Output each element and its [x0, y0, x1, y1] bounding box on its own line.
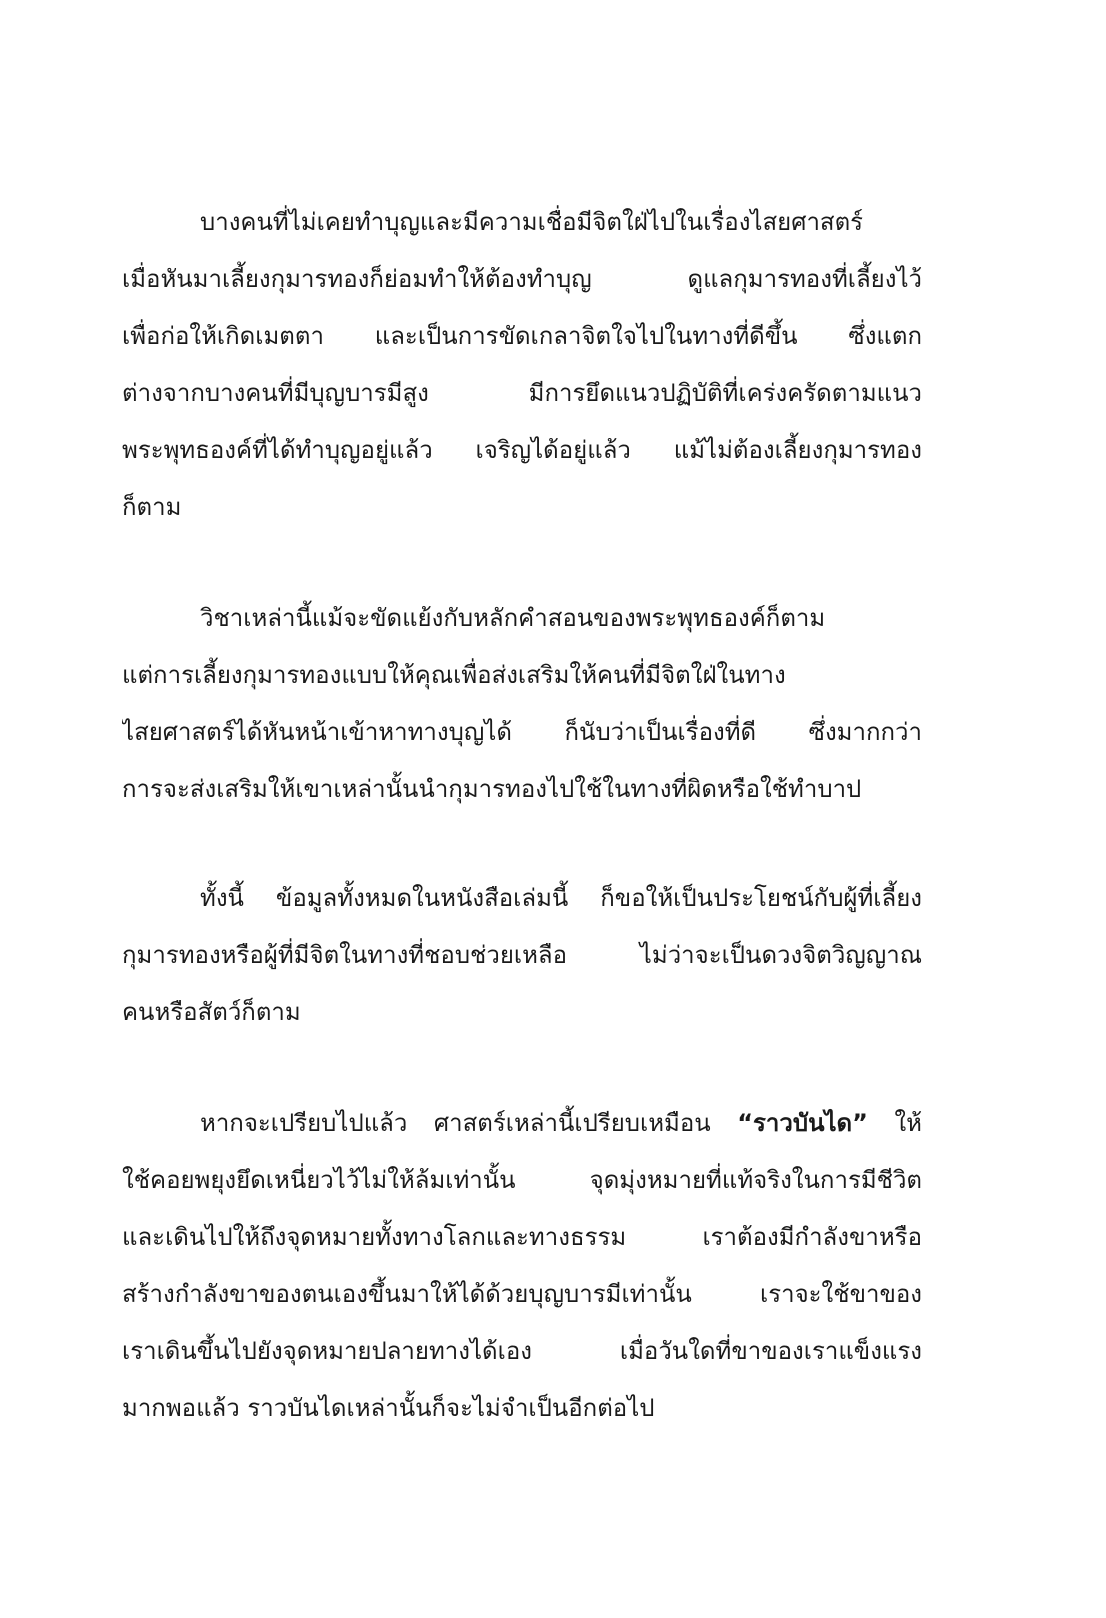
text-line: และเดินไปให้ถึงจุดหมายทั้งทางโลกและทางธรรม เราต้องมีกำลังขาหรือ	[122, 1223, 922, 1251]
text-line: คนหรือสัตว์ก็ตาม	[122, 998, 301, 1026]
text-line: บางคนที่ไม่เคยทำบุญและมีความเชื่อมีจิตใฝ่ไปในเรื่องไสยศาสตร์	[200, 208, 864, 236]
text-line: ใช้คอยพยุงยึดเหนี่ยวไว้ไม่ให้ล้มเท่านั้น จุดมุ่งหมายที่แท้จริงในการมีชีวิต	[122, 1166, 922, 1194]
paragraph-2	[122, 590, 922, 818]
text-segment: ให้	[867, 1109, 922, 1137]
text-line: เมื่อหันมาเลี้ยงกุมารทองก็ย่อมทำให้ต้องทำบุญ ดูแลกุมารทองที่เลี้ยงไว้	[122, 265, 922, 293]
bold-term: “ราวบันได”	[737, 1109, 868, 1137]
text-line: ทั้งนี้ ข้อมูลทั้งหมดในหนังสือเล่มนี้ ก็ขอให้เป็นประโยชน์กับผู้ที่เลี้ยง	[200, 884, 922, 912]
text-line: เราเดินขึ้นไปยังจุดหมายปลายทางได้เอง เมื่อวันใดที่ขาของเราแข็งแรง	[122, 1337, 922, 1365]
paragraph-3	[122, 870, 922, 1041]
text-line: การจะส่งเสริมให้เขาเหล่านั้นนำกุมารทองไปใช้ในทางที่ผิดหรือใช้ทำบาป	[122, 775, 862, 803]
text-segment: หากจะเปรียบไปแล้ว ศาสตร์เหล่านี้เปรียบเหมือน	[200, 1109, 738, 1137]
text-line: ก็ตาม	[122, 493, 182, 521]
text-line: แต่การเลี้ยงกุมารทองแบบให้คุณเพื่อส่งเสริมให้คนที่มีจิตใฝ่ในทาง	[122, 661, 786, 689]
text-line	[122, 1095, 922, 1152]
text-line: สร้างกำลังขาของตนเองขึ้นมาให้ได้ด้วยบุญบารมีเท่านั้น เราจะใช้ขาของ	[122, 1280, 922, 1308]
text-line: เพื่อก่อให้เกิดเมตตา และเป็นการขัดเกลาจิตใจไปในทางที่ดีขึ้น ซึ่งแตก	[122, 322, 922, 350]
text-line: พระพุทธองค์ที่ได้ทำบุญอยู่แล้ว เจริญได้อยู่แล้ว แม้ไม่ต้องเลี้ยงกุมารทอง	[122, 436, 922, 464]
text-line: ต่างจากบางคนที่มีบุญบารมีสูง มีการยึดแนวปฏิบัติที่เคร่งครัดตามแนว	[122, 379, 922, 407]
text-line: ไสยศาสตร์ได้หันหน้าเข้าหาทางบุญได้ ก็นับว่าเป็นเรื่องที่ดี ซึ่งมากกว่า	[122, 718, 922, 746]
paragraph-4	[122, 1095, 922, 1437]
text-line: กุมารทองหรือผู้ที่มีจิตในทางที่ชอบช่วยเหลือ ไม่ว่าจะเป็นดวงจิตวิญญาณ	[122, 941, 922, 969]
text-line: วิชาเหล่านี้แม้จะขัดแย้งกับหลักคำสอนของพระพุทธองค์ก็ตาม	[200, 604, 826, 632]
paragraph-1	[122, 194, 922, 536]
text-line: มากพอแล้ว ราวบันไดเหล่านั้นก็จะไม่จำเป็นอีกต่อไป	[122, 1394, 655, 1422]
